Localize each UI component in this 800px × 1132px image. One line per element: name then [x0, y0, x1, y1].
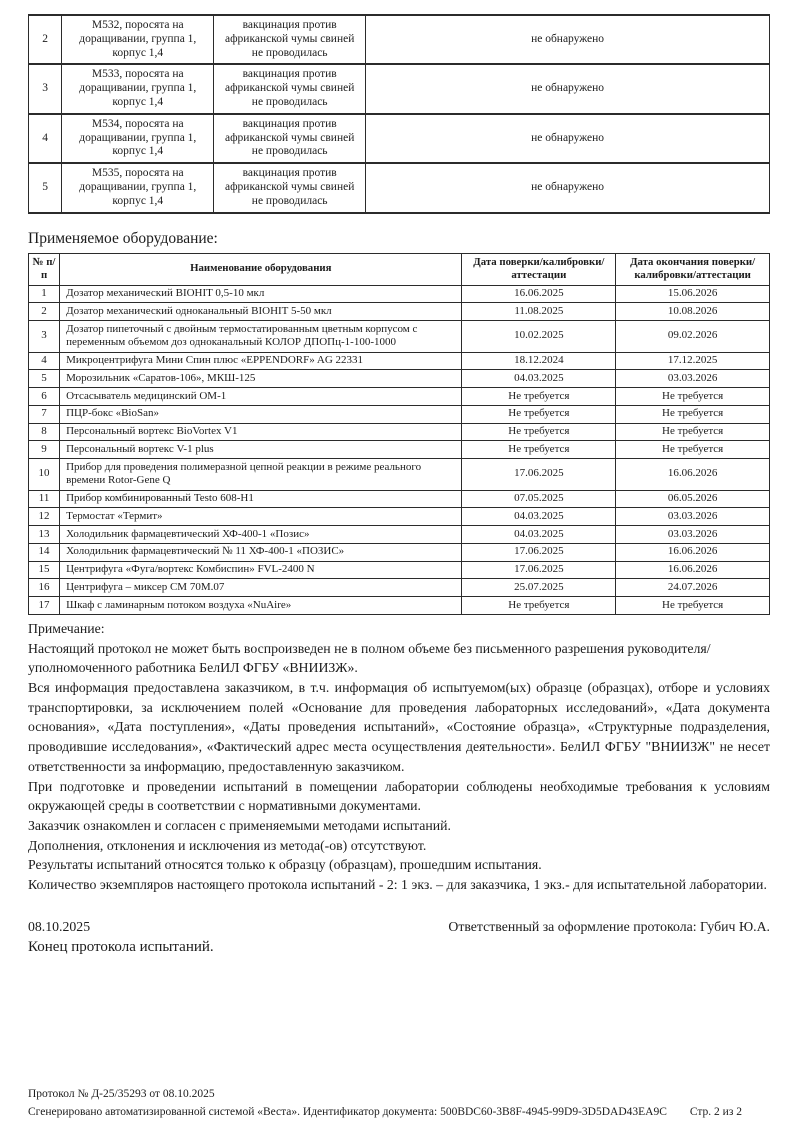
equipment-row-number: 9: [29, 441, 60, 459]
note-paragraph: Вся информация предоставлена заказчиком, в т.ч. информация об испытуемом(ых) образце (образцах), отборе и условиях транспортировки, за исключением полей «Основание для проведения лабораторных исследований», «Дата документа основания», «Дата поступления», «Даты проведения испытаний», «Состояние образца», «Структурные подразделения, проводившие исследования», «Фактический адрес места осуществления деятельности». БелИЛ ФГБУ "ВНИИЗЖ" не несет ответственности за информацию, предоставленную заказчиком.: [28, 679, 770, 774]
notes-heading: Примечание:: [28, 620, 105, 636]
equipment-name: Термостат «Термит»: [60, 508, 462, 526]
equipment-row-number: 14: [29, 543, 60, 561]
equipment-date-from: 17.06.2025: [462, 543, 616, 561]
equipment-date-from: 04.03.2025: [462, 526, 616, 544]
equipment-date-to: Не требуется: [616, 441, 770, 459]
equipment-date-to: 24.07.2026: [616, 579, 770, 597]
equipment-table-row: [29, 352, 770, 370]
responsible-person: Ответственный за оформление протокола: Губич Ю.А.: [448, 918, 770, 934]
protocol-date: 08.10.2025: [28, 918, 91, 934]
equipment-date-to: Не требуется: [616, 423, 770, 441]
equipment-row-number: 7: [29, 405, 60, 423]
equipment-table-row: [29, 490, 770, 508]
sample-table-row: [29, 64, 770, 113]
sample-row-number: 3: [29, 64, 62, 113]
equipment-name: Центрифуга – миксер СМ 70М.07: [60, 579, 462, 597]
equipment-table-row: [29, 303, 770, 321]
equipment-date-from: Не требуется: [462, 388, 616, 406]
equipment-header-row: [29, 253, 770, 285]
equipment-date-to: Не требуется: [616, 388, 770, 406]
signature-row: [28, 919, 770, 935]
equipment-date-from: 16.06.2025: [462, 285, 616, 303]
equipment-table-row: [29, 597, 770, 615]
sample-vaccination-info: вакцинация против африканской чумы свиней не проводилась: [214, 15, 366, 64]
equipment-table-row: [29, 561, 770, 579]
equipment-row-number: 13: [29, 526, 60, 544]
equipment-table-row: [29, 579, 770, 597]
equipment-row-number: 16: [29, 579, 60, 597]
equipment-date-to: 03.03.2026: [616, 508, 770, 526]
note-paragraph: Настоящий протокол не может быть воспроизведен не в полном объеме без письменного разрешения руководителя/уполномоченного работника БелИЛ ФГБУ «ВНИИЗЖ».: [28, 640, 711, 676]
equipment-row-number: 15: [29, 561, 60, 579]
equipment-row-number: 8: [29, 423, 60, 441]
note-paragraph: Дополнения, отклонения и исключения из метода(-ов) отсутствуют.: [28, 837, 427, 853]
equipment-date-from: Не требуется: [462, 405, 616, 423]
equipment-table-row: [29, 459, 770, 491]
equipment-row-number: 1: [29, 285, 60, 303]
equipment-row-number: 17: [29, 597, 60, 615]
equipment-table-row: [29, 526, 770, 544]
equipment-row-number: 4: [29, 352, 60, 370]
equipment-col-date-to: Дата окончания поверки/калибровки/аттестации: [616, 253, 770, 285]
footer-generated-by: Сгенерировано автоматизированной системой «Веста». Идентификатор документа: 500BDC60-3B8F-4945-99D9-3D5DAD43EA9C: [28, 1106, 667, 1119]
equipment-date-from: 04.03.2025: [462, 370, 616, 388]
equipment-date-from: Не требуется: [462, 597, 616, 615]
equipment-name: Морозильник «Саратов-106», МКШ-125: [60, 370, 462, 388]
equipment-date-to: Не требуется: [616, 405, 770, 423]
equipment-name: Прибор для проведения полимеразной цепной реакции в режиме реального времени Rotor-Gene Q: [60, 459, 462, 491]
notes-section: [28, 619, 770, 895]
equipment-name: Микроцентрифуга Мини Спин плюс «EPPENDORF» AG 22331: [60, 352, 462, 370]
equipment-row-number: 10: [29, 459, 60, 491]
equipment-name: Персональный вортекс V-1 plus: [60, 441, 462, 459]
note-paragraph: Количество экземпляров настоящего протокола испытаний - 2: 1 экз. – для заказчика, 1 экз.- для испытательной лаборатории.: [28, 877, 767, 893]
note-paragraph: Заказчик ознакомлен и согласен с применяемыми методами испытаний.: [28, 817, 451, 833]
equipment-table-row: [29, 285, 770, 303]
sample-description: М532, поросята на доращивании, группа 1, корпус 1,4: [62, 15, 214, 64]
equipment-date-to: 16.06.2026: [616, 543, 770, 561]
equipment-name: Дозатор пипеточный с двойным термостатированным цветным корпусом с переменным объемом доз одноканальный КОЛОР ДПОПц-1-100-1000: [60, 321, 462, 353]
equipment-date-from: 17.06.2025: [462, 561, 616, 579]
sample-vaccination-info: вакцинация против африканской чумы свиней не проводилась: [214, 114, 366, 163]
sample-result: не обнаружено: [366, 114, 770, 163]
equipment-table-row: [29, 441, 770, 459]
equipment-name: Отсасыватель медицинский ОМ-1: [60, 388, 462, 406]
equipment-col-number: № п/п: [29, 253, 60, 285]
samples-results-table: [28, 14, 770, 214]
sample-vaccination-info: вакцинация против африканской чумы свиней не проводилась: [214, 163, 366, 212]
equipment-col-name: Наименование оборудования: [60, 253, 462, 285]
equipment-row-number: 5: [29, 370, 60, 388]
equipment-row-number: 11: [29, 490, 60, 508]
equipment-date-from: 07.05.2025: [462, 490, 616, 508]
equipment-name: Прибор комбинированный Testo 608-H1: [60, 490, 462, 508]
equipment-date-from: 17.06.2025: [462, 459, 616, 491]
equipment-name: Шкаф с ламинарным потоком воздуха «NuAire»: [60, 597, 462, 615]
equipment-name: Дозатор механический одноканальный BIOHIT 5-50 мкл: [60, 303, 462, 321]
equipment-col-date-from: Дата поверки/калибровки/аттестации: [462, 253, 616, 285]
equipment-date-to: Не требуется: [616, 597, 770, 615]
equipment-table-row: [29, 321, 770, 353]
equipment-date-to: 06.05.2026: [616, 490, 770, 508]
sample-row-number: 2: [29, 15, 62, 64]
sample-row-number: 5: [29, 163, 62, 212]
equipment-date-from: 04.03.2025: [462, 508, 616, 526]
equipment-table: [28, 253, 770, 615]
equipment-date-from: 11.08.2025: [462, 303, 616, 321]
page-footer: [28, 1086, 770, 1122]
equipment-name: Персональный вортекс BioVortex V1: [60, 423, 462, 441]
sample-table-row: [29, 114, 770, 163]
equipment-date-from: Не требуется: [462, 441, 616, 459]
footer-page-indicator: Стр. 2 из 2: [689, 1106, 742, 1119]
equipment-date-to: 03.03.2026: [616, 370, 770, 388]
end-of-protocol-line: Конец протокола испытаний.: [28, 938, 214, 955]
footer-protocol-number: Протокол № Д-25/35293 от 08.10.2025: [28, 1088, 215, 1101]
equipment-name: Дозатор механический BIOHIT 0,5-10 мкл: [60, 285, 462, 303]
equipment-date-to: 17.12.2025: [616, 352, 770, 370]
equipment-table-row: [29, 543, 770, 561]
equipment-date-to: 15.06.2026: [616, 285, 770, 303]
equipment-table-row: [29, 370, 770, 388]
sample-result: не обнаружено: [366, 15, 770, 64]
equipment-table-row: [29, 388, 770, 406]
equipment-row-number: 12: [29, 508, 60, 526]
equipment-date-to: 16.06.2026: [616, 561, 770, 579]
equipment-name: Холодильник фармацевтический ХФ-400-1 «Позис»: [60, 526, 462, 544]
equipment-row-number: 2: [29, 303, 60, 321]
equipment-row-number: 3: [29, 321, 60, 353]
equipment-heading: Применяемое оборудование:: [28, 229, 218, 247]
equipment-date-from: Не требуется: [462, 423, 616, 441]
equipment-table-row: [29, 508, 770, 526]
equipment-name: ПЦР-бокс «BioSan»: [60, 405, 462, 423]
sample-row-number: 4: [29, 114, 62, 163]
equipment-name: Центрифуга «Фуга/вортекс Комбиспин» FVL-2400 N: [60, 561, 462, 579]
sample-result: не обнаружено: [366, 64, 770, 113]
sample-table-row: [29, 15, 770, 64]
sample-description: М534, поросята на доращивании, группа 1, корпус 1,4: [62, 114, 214, 163]
equipment-name: Холодильник фармацевтический № 11 ХФ-400-1 «ПОЗИС»: [60, 543, 462, 561]
equipment-date-to: 03.03.2026: [616, 526, 770, 544]
equipment-date-to: 16.06.2026: [616, 459, 770, 491]
sample-description: М535, поросята на доращивании, группа 1, корпус 1,4: [62, 163, 214, 212]
note-paragraph: При подготовке и проведении испытаний в помещении лаборатории соблюдены необходимые требования к условиям окружающей среды в соответствии с нормативными документами.: [28, 778, 770, 814]
sample-table-row: [29, 163, 770, 212]
equipment-row-number: 6: [29, 388, 60, 406]
equipment-date-to: 10.08.2026: [616, 303, 770, 321]
note-paragraph: Результаты испытаний относятся только к образцу (образцам), прошедшим испытания.: [28, 857, 542, 873]
equipment-table-row: [29, 423, 770, 441]
equipment-date-from: 25.07.2025: [462, 579, 616, 597]
equipment-table-row: [29, 405, 770, 423]
equipment-date-from: 10.02.2025: [462, 321, 616, 353]
equipment-date-to: 09.02.2026: [616, 321, 770, 353]
sample-vaccination-info: вакцинация против африканской чумы свиней не проводилась: [214, 64, 366, 113]
sample-description: М533, поросята на доращивании, группа 1, корпус 1,4: [62, 64, 214, 113]
sample-result: не обнаружено: [366, 163, 770, 212]
equipment-date-from: 18.12.2024: [462, 352, 616, 370]
